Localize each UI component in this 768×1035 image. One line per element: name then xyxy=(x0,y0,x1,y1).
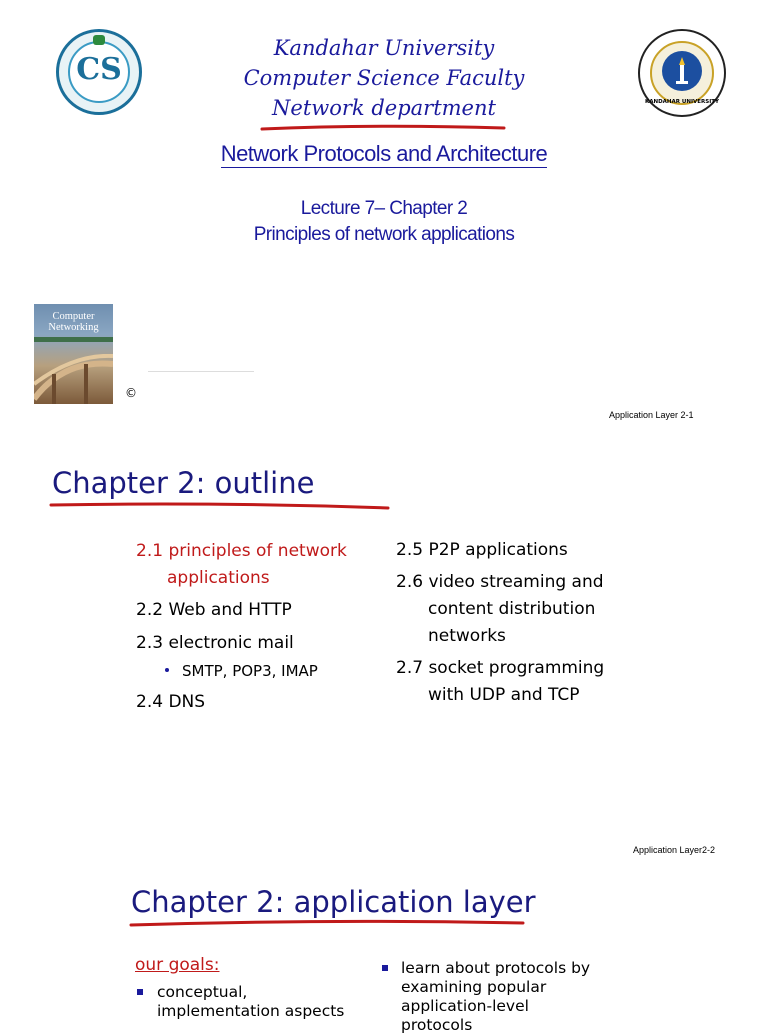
outline-item-2-1: 2.1 principles of network xyxy=(136,541,347,561)
red-underline-stroke xyxy=(128,917,528,931)
bullet-square xyxy=(382,965,388,971)
university-logo-label: KANDAHAR UNIVERSITY xyxy=(644,99,720,105)
goal-line-1: conceptual, xyxy=(157,983,248,1001)
goal-right-line-3: application-level xyxy=(401,997,529,1015)
outline-item-2-3: 2.3 electronic mail xyxy=(136,633,294,653)
outline-item-2-6-cont2: networks xyxy=(428,626,506,646)
outline-item-2-7: 2.7 socket programming xyxy=(396,658,605,678)
outline-item-2-6-cont: content distribution xyxy=(428,599,596,619)
outline-item-2-6: 2.6 video streaming and xyxy=(396,572,604,592)
goal-right-line-4: protocols xyxy=(401,1016,473,1034)
lecture-number: Lecture 7– Chapter 2 xyxy=(300,198,468,219)
bullet-dot xyxy=(165,668,169,672)
university-name: Kandahar University xyxy=(273,36,495,60)
goal-line-2: implementation aspects xyxy=(157,1002,345,1020)
slide-1-footer: Application Layer 2-1 xyxy=(609,410,694,420)
faculty-name: Computer Science Faculty xyxy=(243,66,525,90)
goal-right-line-1: learn about protocols by xyxy=(401,959,591,977)
lecture-topic: Principles of network applications xyxy=(253,224,515,245)
textbook-cover: Computer Networking xyxy=(34,304,113,404)
outline-item-2-5: 2.5 P2P applications xyxy=(396,540,568,560)
outline-item-2-7-cont: with UDP and TCP xyxy=(428,685,580,705)
red-underline-stroke xyxy=(48,500,398,514)
course-title: Network Protocols and Architecture xyxy=(220,141,548,166)
department-name: Network department xyxy=(272,96,496,120)
bullet-square xyxy=(137,989,143,995)
outline-subitem-protocols: SMTP, POP3, IMAP xyxy=(182,662,318,680)
goal-right-line-2: examining popular xyxy=(401,978,547,996)
outline-item-2-4: 2.4 DNS xyxy=(136,692,206,712)
outline-title: Chapter 2: outline xyxy=(52,466,315,500)
cs-letters: CS xyxy=(76,52,122,87)
application-layer-title: Chapter 2: application layer xyxy=(131,885,536,919)
red-underline-stroke xyxy=(258,120,508,136)
goals-heading: our goals: xyxy=(135,955,220,975)
outline-item-2-1-cont: applications xyxy=(167,568,270,588)
copyright-symbol: © xyxy=(125,386,137,400)
slide-2-footer: Application Layer2-2 xyxy=(633,845,716,855)
outline-item-2-2: 2.2 Web and HTTP xyxy=(136,600,292,620)
